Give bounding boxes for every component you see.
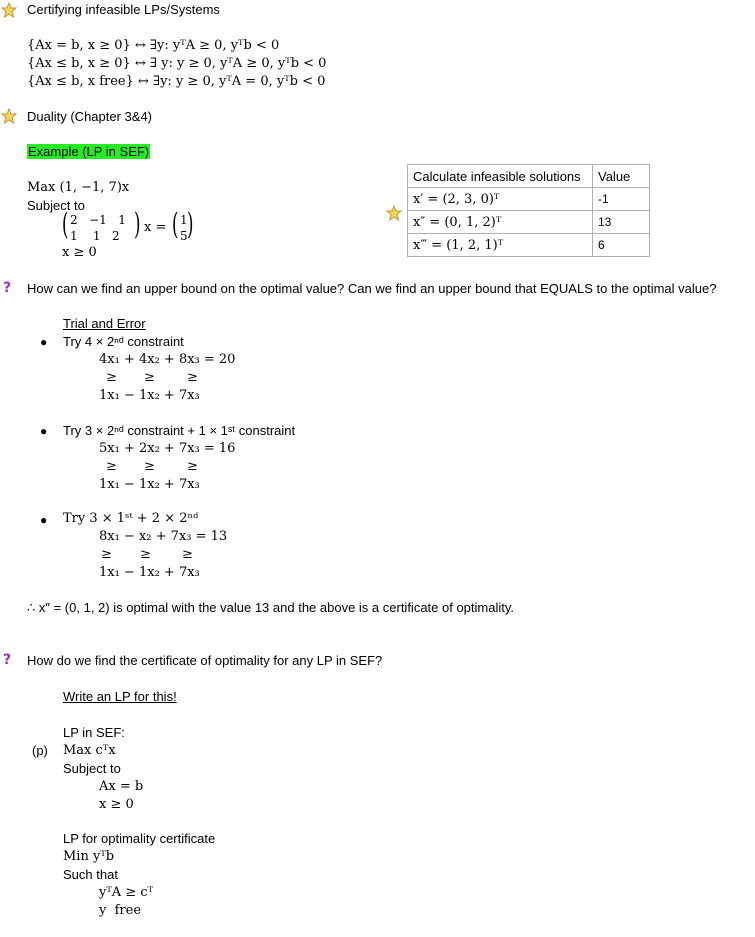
- primal-tag: (p): [32, 743, 48, 758]
- table-cell-solution: x′ = (2, 3, 0)ᵀ: [408, 188, 593, 211]
- bullet-icon: ●: [40, 513, 48, 527]
- try-1-label: Try 4 × 2ⁿᵈ constraint: [63, 334, 184, 349]
- dual-constraint-1: yᵀA ≥ cᵀ: [99, 885, 154, 900]
- rhs-row-1: 1: [180, 213, 188, 227]
- table-header-solutions: Calculate infeasible solutions: [408, 165, 593, 188]
- trial-error-label: Trial and Error: [63, 316, 146, 331]
- try-1-geq-3: ≥: [187, 370, 198, 385]
- try-3-eq1: 8x₁ − x₂ + 7x₃ = 13: [99, 529, 228, 544]
- try-3-geq-3: ≥: [182, 547, 193, 562]
- matrix-row-1: 2 −1 1: [70, 213, 126, 227]
- conclusion-text: ∴ x″ = (0, 1, 2) is optimal with the value 13 and the above is a certificate of optimality.: [27, 600, 515, 615]
- dual-such-that: Such that: [63, 867, 118, 882]
- table-row: [408, 234, 650, 257]
- primal-title: LP in SEF:: [63, 725, 125, 740]
- try-3-eq2: 1x₁ − 1x₂ + 7x₃: [99, 565, 200, 580]
- certificate-question: How do we find the certificate of optimality for any LP in SEF?: [27, 653, 383, 668]
- try-2-geq-3: ≥: [187, 459, 198, 474]
- lp-objective: Max (1, −1, 7)x: [27, 180, 130, 195]
- try-3-geq-2: ≥: [140, 547, 151, 562]
- try-2-label: Try 3 × 2ⁿᵈ constraint + 1 × 1ˢᵗ constraint: [63, 423, 296, 438]
- star-icon: [1, 2, 17, 18]
- matrix-row-2: 1 1 2: [70, 229, 120, 243]
- try-1-eq2: 1x₁ − 1x₂ + 7x₃: [99, 388, 200, 403]
- bullet-icon: ●: [40, 424, 48, 438]
- primal-objective: Max cᵀx: [63, 743, 116, 758]
- primal-subject-to: Subject to: [63, 761, 121, 776]
- table-header-row: [408, 165, 650, 188]
- example-label-wrap: [27, 144, 150, 159]
- star-icon: [386, 205, 402, 221]
- section-title-certifying: Certifying infeasible LPs/Systems: [27, 2, 220, 17]
- table-cell-value: 13: [593, 211, 650, 234]
- section-title-duality: Duality (Chapter 3&4): [27, 109, 152, 124]
- try-1-eq1: 4x₁ + 4x₂ + 8x₃ = 20: [99, 352, 236, 367]
- certifying-line-3: {Ax ≤ b, x free} ↔ ∃y: y ≥ 0, yᵀA = 0, yᵀb < 0: [27, 74, 326, 89]
- matrix-mid: x =: [144, 220, 167, 235]
- primal-constraint-2: x ≥ 0: [99, 797, 134, 812]
- solutions-table: [407, 164, 650, 257]
- try-2-eq2: 1x₁ − 1x₂ + 7x₃: [99, 477, 200, 492]
- table-row: [408, 188, 650, 211]
- try-1-geq-2: ≥: [144, 370, 155, 385]
- try-2-geq-1: ≥: [106, 459, 117, 474]
- certifying-line-2: {Ax ≤ b, x ≥ 0} ↔ ∃ y: y ≥ 0, yᵀA ≥ 0, yᵀb < 0: [27, 56, 327, 71]
- try-3-geq-1: ≥: [101, 547, 112, 562]
- dual-objective: Min yᵀb: [63, 849, 115, 864]
- table-cell-value: -1: [593, 188, 650, 211]
- rhs-row-2: 5: [180, 229, 188, 243]
- matrix-left-paren: (: [62, 207, 69, 242]
- rhs-left-paren: (: [172, 207, 179, 242]
- dual-constraint-2: y free: [99, 903, 142, 918]
- example-label: Example (LP in SEF): [28, 144, 150, 159]
- dual-title: LP for optimality certificate: [63, 831, 216, 846]
- table-row: [408, 211, 650, 234]
- try-2-eq1: 5x₁ + 2x₂ + 7x₃ = 16: [99, 441, 236, 456]
- try-1-geq-1: ≥: [106, 370, 117, 385]
- star-icon: [1, 108, 17, 124]
- table-cell-solution: x‴ = (1, 2, 1)ᵀ: [408, 234, 593, 257]
- try-2-geq-2: ≥: [144, 459, 155, 474]
- lp-subject-to: Subject to: [27, 198, 85, 213]
- primal-constraint-1: Ax = b: [99, 779, 144, 794]
- certifying-line-1: {Ax = b, x ≥ 0} ↔ ∃y: yᵀA ≥ 0, yᵀb < 0: [27, 38, 280, 53]
- question-icon: ?: [3, 280, 12, 296]
- question-icon: ?: [3, 652, 12, 668]
- table-header-value: Value: [593, 165, 650, 188]
- try-3-label: Try 3 × 1ˢᵗ + 2 × 2ⁿᵈ: [63, 511, 199, 526]
- rhs-right-paren: ): [187, 207, 194, 242]
- write-lp-label: Write an LP for this!: [63, 689, 177, 704]
- bullet-icon: ●: [40, 335, 48, 349]
- upper-bound-question: How can we find an upper bound on the optimal value? Can we find an upper bound that EQUALS to the optimal value?: [27, 281, 717, 296]
- table-cell-solution: x″ = (0, 1, 2)ᵀ: [408, 211, 593, 234]
- lp-nonneg: x ≥ 0: [62, 245, 97, 260]
- table-cell-value: 6: [593, 234, 650, 257]
- matrix-right-paren: ): [134, 207, 141, 242]
